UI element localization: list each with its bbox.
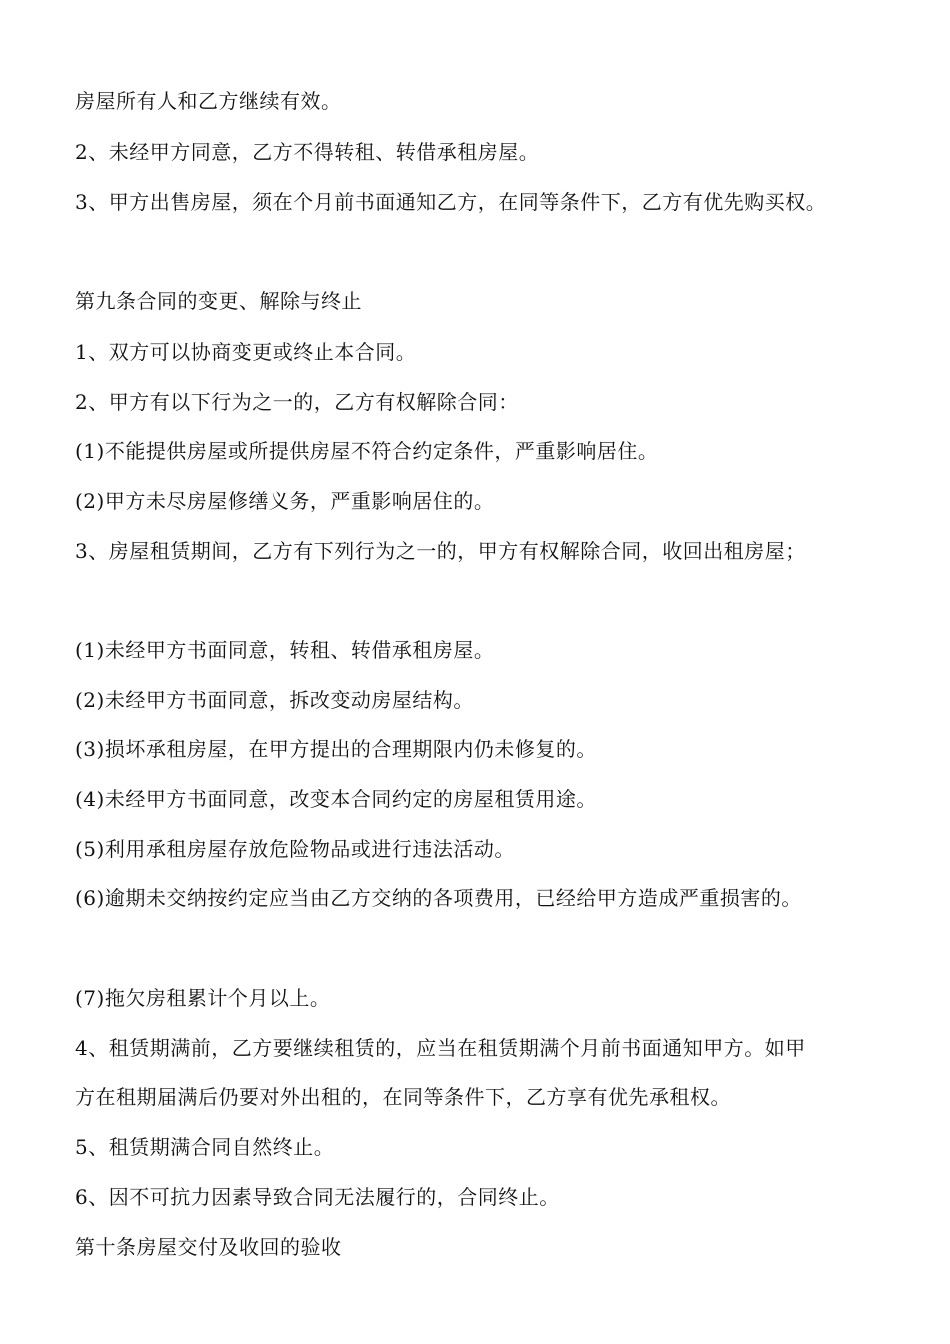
paragraph-line: (2)未经甲方书面同意，拆改变动房屋结构。 (75, 688, 474, 712)
paragraph-line: 3、房屋租赁期间，乙方有下列行为之一的，甲方有权解除合同，收回出租房屋； (75, 539, 806, 563)
paragraph-line: 6、因不可抗力因素导致合同无法履行的，合同终止。 (75, 1185, 560, 1209)
paragraph-line: 3、甲方出售房屋，须在个月前书面通知乙方，在同等条件下，乙方有优先购买权。 (75, 190, 827, 214)
paragraph-line: 5、租赁期满合同自然终止。 (75, 1135, 335, 1159)
paragraph-line: (5)利用承租房屋存放危险物品或进行违法活动。 (75, 837, 515, 861)
paragraph-line: (6)逾期未交纳按约定应当由乙方交纳的各项费用，已经给甲方造成严重损害的。 (75, 886, 802, 910)
paragraph-line: 4、租赁期满前，乙方要继续租赁的，应当在租赁期满个月前书面通知甲方。如甲 (75, 1036, 806, 1060)
paragraph-line: 方在租期届满后仍要对外出租的，在同等条件下，乙方享有优先承租权。 (75, 1085, 731, 1109)
paragraph-line: (3)损坏承租房屋，在甲方提出的合理期限内仍未修复的。 (75, 737, 597, 761)
paragraph-line: (7)拖欠房租累计个月以上。 (75, 986, 331, 1010)
paragraph-line: (1)不能提供房屋或所提供房屋不符合约定条件，严重影响居住。 (75, 439, 659, 463)
paragraph-line: 1、双方可以协商变更或终止本合同。 (75, 340, 417, 364)
paragraph-line: 2、甲方有以下行为之一的，乙方有权解除合同： (75, 390, 519, 414)
paragraph-line: (2)甲方未尽房屋修缮义务，严重影响居住的。 (75, 489, 495, 513)
paragraph-line: 房屋所有人和乙方继续有效。 (75, 89, 342, 113)
paragraph-line: 2、未经甲方同意，乙方不得转租、转借承租房屋。 (75, 140, 540, 164)
paragraph-line: (1)未经甲方书面同意，转租、转借承租房屋。 (75, 638, 495, 662)
section-heading: 第九条合同的变更、解除与终止 (75, 289, 362, 313)
section-heading: 第十条房屋交付及收回的验收 (75, 1235, 342, 1259)
paragraph-line: (4)未经甲方书面同意，改变本合同约定的房屋租赁用途。 (75, 787, 597, 811)
